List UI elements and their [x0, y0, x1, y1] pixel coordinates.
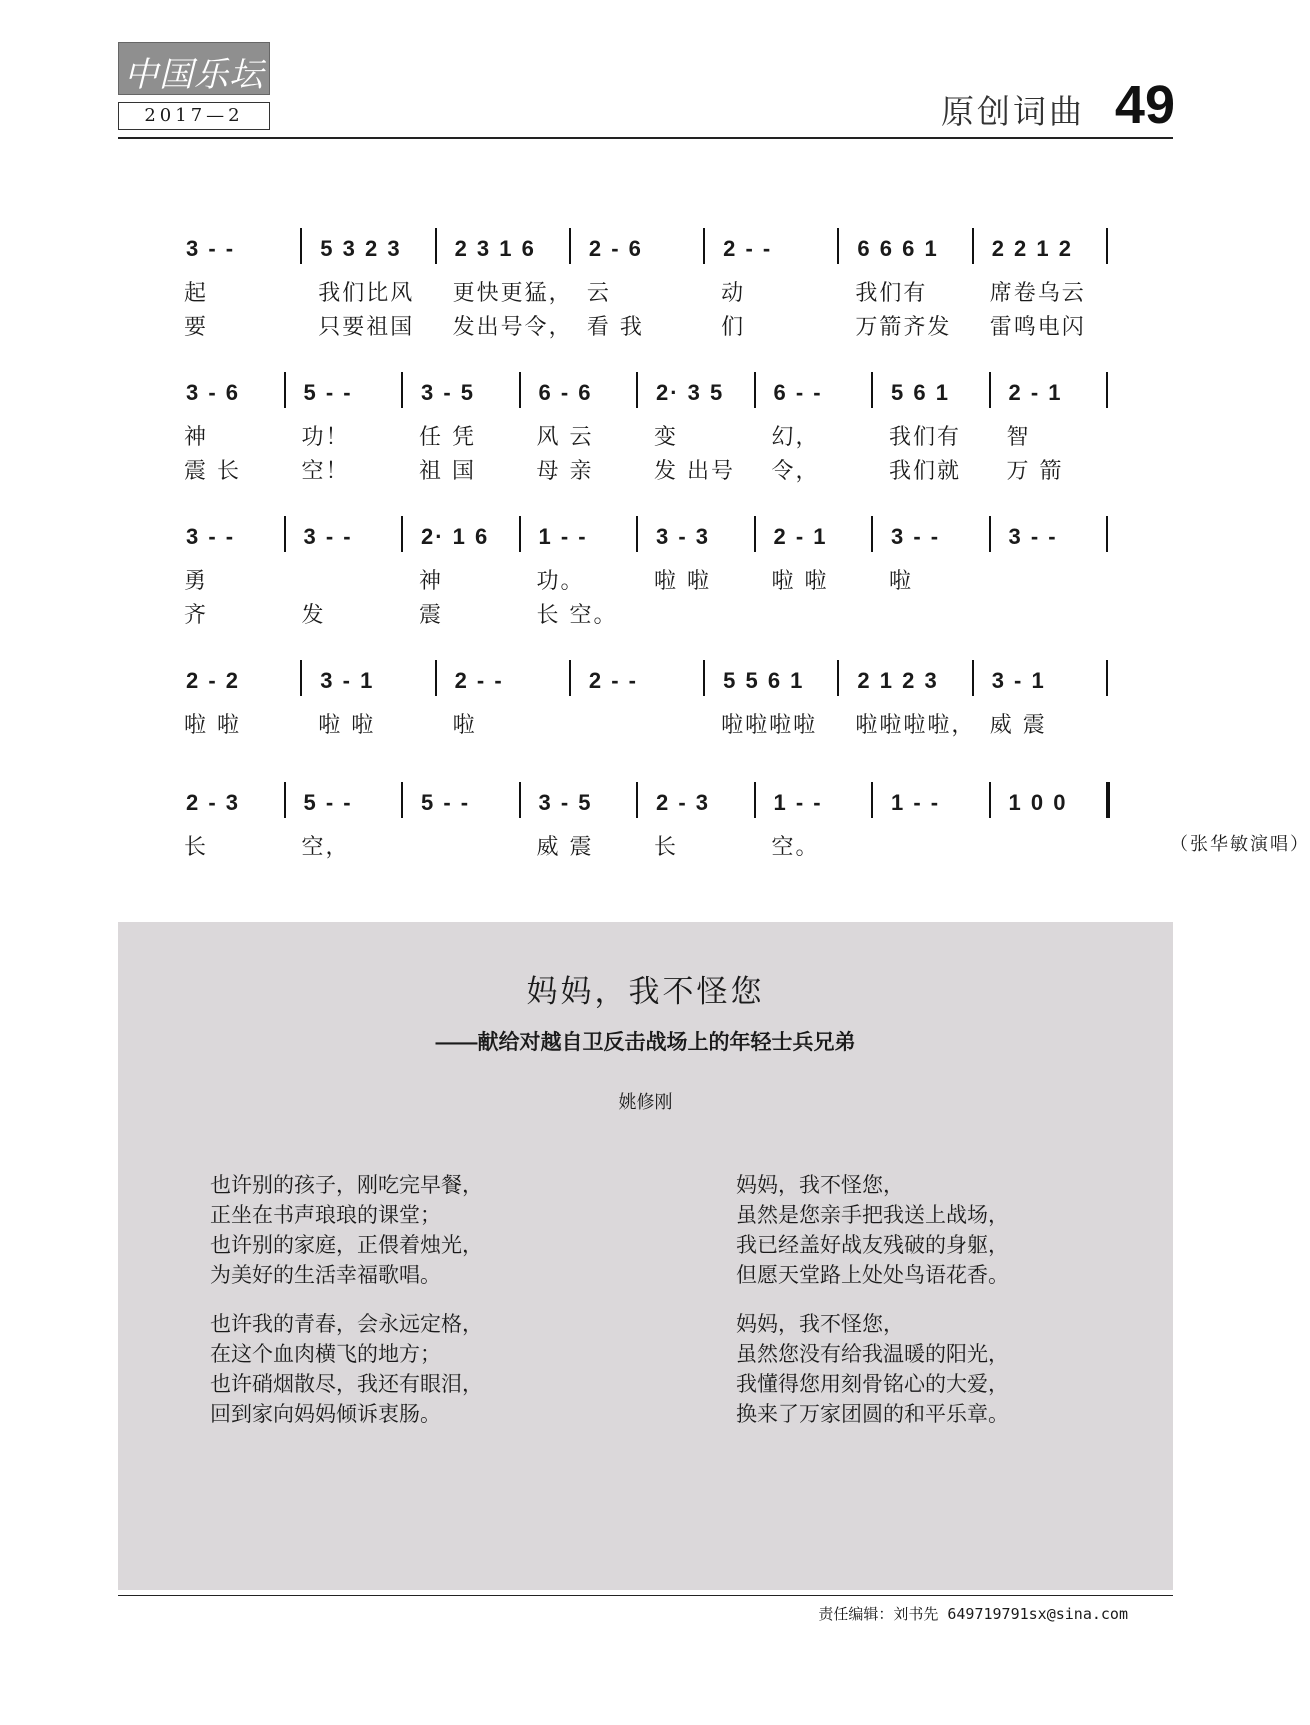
- bar-line: [569, 660, 571, 696]
- poem-title: 妈妈，我不怪您: [526, 974, 765, 1010]
- bar-line: [837, 228, 839, 264]
- poem-line: 在这个血肉横飞的地方；: [210, 1342, 441, 1366]
- poem-line: 但愿天堂路上处处鸟语花香。: [736, 1263, 1009, 1287]
- bar-line: [837, 660, 839, 696]
- measure-notes: 1 - -: [891, 790, 941, 815]
- poem-line: 我已经盖好战友残破的身躯，: [736, 1233, 1009, 1257]
- measure-notes: 2· 3 5: [656, 380, 725, 405]
- measure-notes: 3 - -: [186, 524, 236, 549]
- poem-line: 也许别的家庭，正偎着烛光，: [210, 1233, 483, 1257]
- poem-line: 为美好的生活幸福歌唱。: [210, 1263, 441, 1287]
- measure-notes: 2 - 1: [773, 524, 828, 549]
- poem-line: 虽然您没有给我温暖的阳光，: [736, 1342, 1009, 1366]
- bar-line: [300, 660, 302, 696]
- measure-notes: 5 - -: [421, 790, 471, 815]
- bar-line: [435, 660, 437, 696]
- footer-divider: [118, 1595, 1173, 1596]
- bar-line: [1106, 516, 1108, 552]
- lyric-text: 万 箭: [1006, 459, 1064, 484]
- poem-line: 也许别的孩子，刚吃完早餐，: [210, 1173, 483, 1197]
- lyric-text: 发出号令，: [452, 315, 573, 340]
- lyric-text: 威 震: [536, 835, 594, 860]
- bar-line: [871, 372, 873, 408]
- measure-notes: 1 - -: [773, 790, 823, 815]
- lyric-text: 震 长: [184, 459, 241, 484]
- lyric-text: 风 云: [536, 425, 594, 450]
- poem-subtitle: ——献给对越自卫反击战场上的年轻士兵兄弟: [435, 1031, 856, 1054]
- lyric-text: 长: [654, 835, 679, 860]
- lyric-text: 变: [654, 425, 679, 450]
- lyric-text: 祖 国: [419, 459, 476, 484]
- performer-credit: （张华敏演唱）: [1170, 834, 1310, 854]
- issue-box: [118, 102, 270, 130]
- lyric-text: 雷鸣电闪: [989, 315, 1086, 340]
- lyric-text: 令，: [771, 459, 820, 484]
- bar-line: [401, 782, 403, 818]
- issue-number: 2017—2: [144, 105, 244, 126]
- bar-line: [636, 516, 638, 552]
- measure-notes: 3 - 1: [991, 668, 1046, 693]
- measure-notes: 1 - -: [538, 524, 588, 549]
- lyric-text: 动: [721, 281, 746, 306]
- measure-notes: 3 - 5: [421, 380, 476, 405]
- measure-notes: 3 - -: [1008, 524, 1058, 549]
- lyric-text: 长 空。: [536, 603, 618, 628]
- poem-line: 正坐在书声琅琅的课堂；: [210, 1203, 441, 1227]
- measure-notes: 2 - 1: [1008, 380, 1063, 405]
- measure-notes: 6 - -: [773, 380, 823, 405]
- measure-notes: 3 - -: [891, 524, 941, 549]
- measure-notes: 2 - 6: [588, 236, 643, 261]
- poem-stanza-right-2: [736, 1309, 1009, 1429]
- bar-line: [636, 782, 638, 818]
- bar-line: [871, 782, 873, 818]
- lyric-text: 我们就: [889, 459, 962, 484]
- lyric-text: 我们有: [889, 425, 962, 450]
- lyric-text: 只要祖国: [318, 315, 415, 340]
- bar-line: [871, 516, 873, 552]
- lyric-text: 母 亲: [536, 459, 594, 484]
- lyric-text: 空。: [771, 835, 820, 860]
- measure-notes: 2 - -: [588, 668, 638, 693]
- score-notes-row: [180, 668, 1120, 708]
- lyric-text: 们: [721, 315, 746, 340]
- lyric-text: 席卷乌云: [989, 281, 1086, 306]
- header-divider: [118, 137, 1173, 139]
- bar-line: [519, 516, 521, 552]
- measure-notes: 2 2 1 2: [991, 236, 1073, 261]
- measure-notes: 3 - 6: [186, 380, 241, 405]
- poem-line: 换来了万家团圆的和平乐章。: [736, 1402, 1009, 1426]
- bar-line: [972, 660, 974, 696]
- section-title: 原创词曲: [941, 92, 1085, 131]
- lyric-text: 功！: [301, 425, 350, 450]
- lyric-text: 云: [586, 281, 611, 306]
- bar-line: [636, 372, 638, 408]
- measure-notes: 3 - -: [186, 236, 236, 261]
- bar-line: [284, 516, 286, 552]
- lyrics-row-1: [180, 708, 1120, 742]
- measure-notes: 1 0 0: [1008, 790, 1068, 815]
- lyric-text: 我们有: [855, 281, 928, 306]
- lyric-text: 空，: [301, 835, 350, 860]
- bar-line: [989, 372, 991, 408]
- lyric-text: 啦: [452, 713, 477, 738]
- lyric-text: 啦啦啦啦: [721, 713, 818, 738]
- bar-line: [972, 228, 974, 264]
- magazine-name: 中国乐坛: [124, 55, 264, 95]
- lyric-text: 勇: [184, 569, 209, 594]
- lyric-text: 啦 啦: [654, 569, 711, 594]
- bar-line: [284, 372, 286, 408]
- lyric-text: 震: [419, 603, 444, 628]
- lyric-text: 智: [1006, 425, 1031, 450]
- bar-line: [401, 516, 403, 552]
- bar-line: [989, 782, 991, 818]
- measure-notes: 2 3 1 6: [454, 236, 536, 261]
- lyric-text: 更快更猛，: [452, 281, 573, 306]
- lyrics-row-2: [180, 454, 1120, 488]
- measure-notes: 6 6 6 1: [857, 236, 939, 261]
- bar-line: [1106, 372, 1108, 408]
- lyrics-row-1: [180, 564, 1120, 598]
- lyric-text: 啦啦啦啦，: [855, 713, 976, 738]
- lyrics-row-1: [180, 420, 1120, 454]
- lyric-text: 发 出号: [654, 459, 735, 484]
- lyric-text: 起: [184, 281, 209, 306]
- poem-stanza-right-1: [736, 1170, 1009, 1290]
- lyric-text: 啦 啦: [318, 713, 376, 738]
- measure-notes: 2 - -: [723, 236, 773, 261]
- bar-line: [1106, 660, 1108, 696]
- lyric-text: 神: [419, 569, 444, 594]
- lyric-text: 任 凭: [419, 425, 476, 450]
- measure-notes: 2 - 3: [656, 790, 711, 815]
- measure-notes: 3 - 5: [538, 790, 593, 815]
- lyric-text: 啦 啦: [771, 569, 829, 594]
- lyric-text: 威 震: [989, 713, 1047, 738]
- bar-line: [1106, 228, 1108, 264]
- score-notes-row: [180, 380, 1120, 420]
- lyric-text: 看 我: [586, 315, 644, 340]
- measure-notes: 5 - -: [303, 790, 353, 815]
- lyric-text: 神: [184, 425, 209, 450]
- bar-line: [1106, 782, 1110, 818]
- poem-author: 姚修刚: [618, 1092, 673, 1112]
- lyric-text: 啦 啦: [184, 713, 241, 738]
- lyric-text: 空！: [301, 459, 350, 484]
- bar-line: [300, 228, 302, 264]
- bar-line: [435, 228, 437, 264]
- measure-notes: 2 - 3: [186, 790, 241, 815]
- measure-notes: 2 - -: [454, 668, 504, 693]
- measure-notes: 2 1 2 3: [857, 668, 939, 693]
- measure-notes: 2· 1 6: [421, 524, 490, 549]
- lyrics-row-2: [180, 598, 1120, 632]
- measure-notes: 5 - -: [303, 380, 353, 405]
- score-notes-row: [180, 524, 1120, 564]
- bar-line: [401, 372, 403, 408]
- lyric-text: 幻，: [771, 425, 820, 450]
- lyric-text: 长: [184, 835, 209, 860]
- bar-line: [519, 782, 521, 818]
- measure-notes: 3 - -: [303, 524, 353, 549]
- editor-credit: 责任编辑：刘书先 649719791sx@sina.com: [818, 1605, 1128, 1623]
- measure-notes: 5 6 1: [891, 380, 950, 405]
- lyrics-row-1: [180, 276, 1120, 310]
- poem-line: 也许硝烟散尽，我还有眼泪，: [210, 1372, 483, 1396]
- bar-line: [703, 660, 705, 696]
- bar-line: [284, 782, 286, 818]
- poem-line: 我懂得您用刻骨铭心的大爱，: [736, 1372, 1009, 1396]
- measure-notes: 6 - 6: [538, 380, 593, 405]
- lyrics-row-1: [180, 830, 1310, 864]
- score-notes-row: [180, 790, 1120, 830]
- lyric-text: 万箭齐发: [855, 315, 952, 340]
- measure-notes: 3 - 1: [320, 668, 375, 693]
- bar-line: [569, 228, 571, 264]
- magazine-logo: [118, 42, 270, 95]
- lyric-text: 啦: [889, 569, 914, 594]
- lyric-text: 要: [184, 315, 209, 340]
- lyrics-row-2: [180, 310, 1120, 344]
- lyric-text: 我们比风: [318, 281, 415, 306]
- score-notes-row: [180, 236, 1120, 276]
- poem-line: 也许我的青春，会永远定格，: [210, 1312, 483, 1336]
- poem-panel: [118, 922, 1173, 1590]
- measure-notes: 5 5 6 1: [723, 668, 805, 693]
- bar-line: [989, 516, 991, 552]
- measure-notes: 3 - 3: [656, 524, 711, 549]
- bar-line: [754, 516, 756, 552]
- lyric-text: 发: [301, 603, 326, 628]
- measure-notes: 2 - 2: [186, 668, 241, 693]
- poem-line: 虽然是您亲手把我送上战场，: [736, 1203, 1009, 1227]
- measure-notes: 5 3 2 3: [320, 236, 402, 261]
- bar-line: [703, 228, 705, 264]
- poem-stanza-left-2: [210, 1309, 483, 1429]
- poem-line: 妈妈，我不怪您，: [736, 1173, 904, 1197]
- lyric-text: 齐: [184, 603, 209, 628]
- bar-line: [754, 372, 756, 408]
- lyric-text: 功。: [536, 569, 585, 594]
- poem-stanza-left-1: [210, 1170, 483, 1290]
- page-number: 49: [1114, 75, 1175, 135]
- poem-line: 回到家向妈妈倾诉衷肠。: [210, 1402, 441, 1426]
- bar-line: [519, 372, 521, 408]
- bar-line: [754, 782, 756, 818]
- poem-line: 妈妈，我不怪您，: [736, 1312, 904, 1336]
